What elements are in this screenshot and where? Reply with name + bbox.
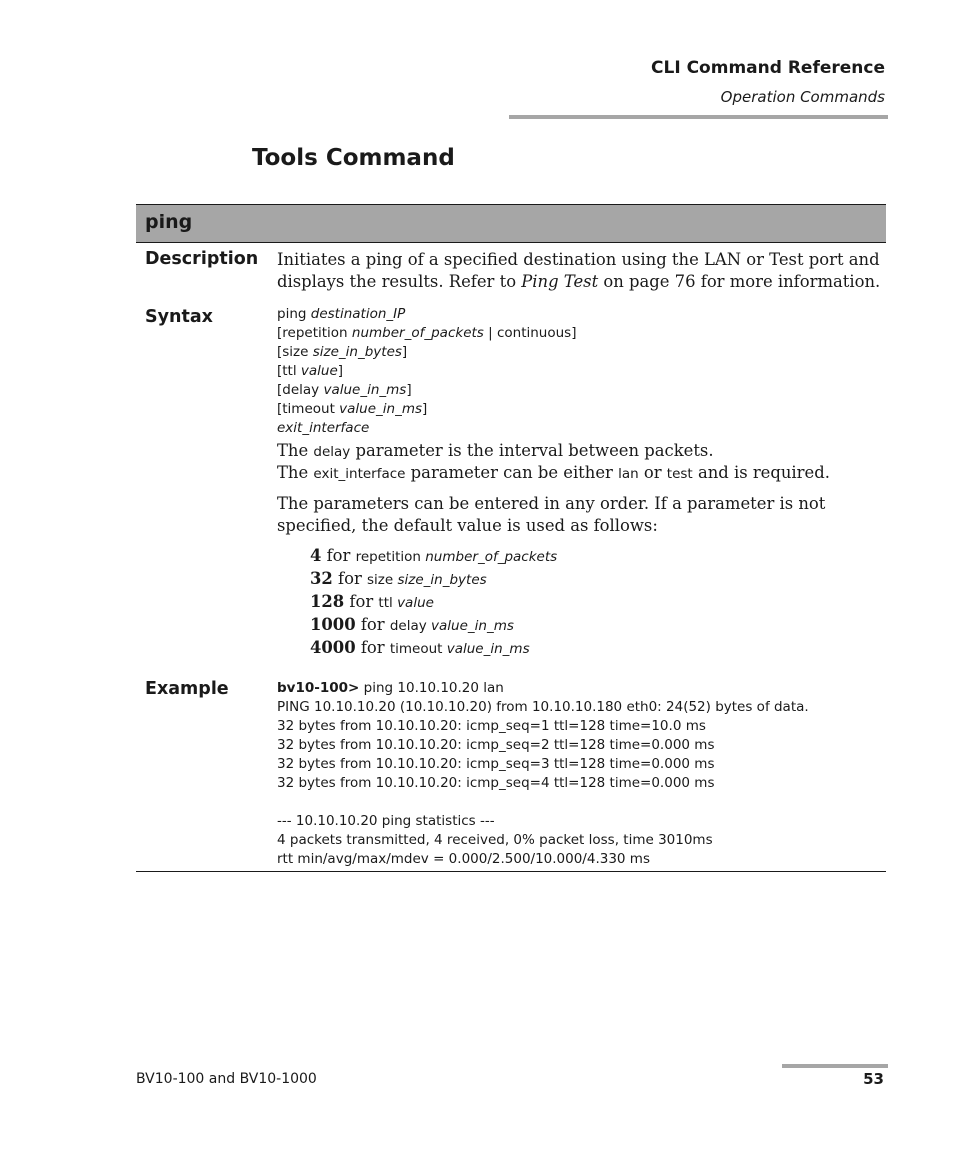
default-param: ttl xyxy=(378,595,398,611)
example-blank-line xyxy=(277,793,809,812)
example-output-line: rtt min/avg/max/mdev = 0.000/2.500/10.000/4.330 ms xyxy=(277,851,650,867)
syntax-argument: value_in_ms xyxy=(323,382,407,398)
example-command-line xyxy=(277,679,809,698)
description-text xyxy=(277,249,887,293)
command-name-bar xyxy=(136,204,886,243)
syntax-keyword: [size xyxy=(277,344,313,360)
syntax-suffix: | continuous] xyxy=(483,325,577,341)
syntax-suffix: ] xyxy=(337,363,344,379)
default-for: for xyxy=(332,569,368,588)
syntax-label: Syntax xyxy=(145,307,213,327)
default-for: for xyxy=(344,592,379,611)
syntax-keyword: [repetition xyxy=(277,325,352,341)
ping-test-reference[interactable]: Ping Test xyxy=(521,272,599,291)
default-value: 128 xyxy=(310,592,345,611)
example-output-line: --- 10.10.10.20 ping statistics --- xyxy=(277,813,495,829)
header-rule xyxy=(509,115,888,119)
example-block xyxy=(277,679,809,869)
example-output-line: 32 bytes from 10.10.10.20: icmp_seq=3 ttl=128 time=0.000 ms xyxy=(277,756,715,772)
default-for: for xyxy=(355,638,390,657)
default-arg: value xyxy=(397,595,434,611)
note-text: parameter can be either xyxy=(405,463,619,482)
note-text: The xyxy=(277,441,314,460)
syntax-line xyxy=(277,305,576,324)
command-name: ping xyxy=(145,211,193,233)
example-label: Example xyxy=(145,679,229,699)
description-label: Description xyxy=(145,249,259,269)
default-value: 4 xyxy=(310,546,322,565)
default-arg: number_of_packets xyxy=(425,549,558,565)
syntax-argument: size_in_bytes xyxy=(312,344,402,360)
example-output-line: 32 bytes from 10.10.10.20: icmp_seq=4 ttl=128 time=0.000 ms xyxy=(277,775,715,791)
default-param: timeout xyxy=(389,641,447,657)
exit-interface-note xyxy=(277,462,830,485)
command-table xyxy=(136,204,886,872)
syntax-line xyxy=(277,362,576,381)
syntax-line xyxy=(277,343,576,362)
syntax-keyword: [timeout xyxy=(277,401,340,417)
default-item xyxy=(310,546,557,565)
example-output-line: 32 bytes from 10.10.10.20: icmp_seq=1 ttl=128 time=10.0 ms xyxy=(277,718,706,734)
default-arg: value_in_ms xyxy=(431,618,514,634)
defaults-intro: The parameters can be entered in any order. If a parameter is not specified, the default value is used as follows: xyxy=(277,494,826,535)
table-bottom-rule xyxy=(136,871,886,872)
note-text: parameter is the interval between packets. xyxy=(350,441,714,460)
default-item xyxy=(310,615,514,634)
syntax-suffix: ] xyxy=(422,401,428,417)
note-keyword: test xyxy=(666,466,693,482)
running-header-title: CLI Command Reference xyxy=(651,58,885,78)
syntax-suffix: ] xyxy=(401,344,408,360)
cli-prompt: bv10-100> xyxy=(277,680,360,696)
syntax-argument: value xyxy=(300,363,338,379)
syntax-keyword: ping xyxy=(277,306,311,322)
example-output-line: PING 10.10.10.20 (10.10.10.20) from 10.10.10.180 eth0: 24(52) bytes of data. xyxy=(277,699,809,715)
footer-product: BV10-100 and BV10-1000 xyxy=(136,1071,317,1087)
default-value: 1000 xyxy=(310,615,356,634)
syntax-line xyxy=(277,400,576,419)
syntax-suffix: ] xyxy=(406,382,412,398)
default-param: delay xyxy=(389,618,432,634)
syntax-argument: exit_interface xyxy=(277,420,370,436)
example-output-line: 32 bytes from 10.10.10.20: icmp_seq=2 ttl=128 time=0.000 ms xyxy=(277,737,715,753)
default-for: for xyxy=(355,615,390,634)
footer-rule xyxy=(782,1064,888,1068)
default-arg: size_in_bytes xyxy=(397,572,487,588)
syntax-keyword: [delay xyxy=(277,382,324,398)
cli-command: ping 10.10.10.20 lan xyxy=(359,680,504,696)
default-item xyxy=(310,569,487,588)
syntax-line xyxy=(277,381,576,400)
running-header-subtitle: Operation Commands xyxy=(720,88,885,106)
default-value: 4000 xyxy=(310,638,356,657)
syntax-line xyxy=(277,419,576,438)
default-value: 32 xyxy=(310,569,333,588)
default-arg: value_in_ms xyxy=(446,641,530,657)
description-row xyxy=(136,243,886,303)
example-row xyxy=(136,677,886,872)
default-param: size xyxy=(367,572,398,588)
syntax-block xyxy=(277,305,576,438)
example-output-line: 4 packets transmitted, 4 received, 0% packet loss, time 3010ms xyxy=(277,832,713,848)
delay-note xyxy=(277,440,714,463)
syntax-line xyxy=(277,324,576,343)
description-part1: Initiates a ping of a specified destination using the LAN or Test port and displays the results. Refer to xyxy=(277,250,880,291)
syntax-argument: number_of_packets xyxy=(351,325,484,341)
note-text: and is required. xyxy=(692,463,830,482)
default-item xyxy=(310,638,530,657)
note-keyword: exit_interface xyxy=(313,466,406,482)
default-for: for xyxy=(321,546,356,565)
note-keyword: lan xyxy=(618,466,639,482)
description-part2: on page 76 for more information. xyxy=(598,272,881,291)
note-text: or xyxy=(638,463,667,482)
syntax-argument: destination_IP xyxy=(310,306,406,322)
default-param: repetition xyxy=(355,549,426,565)
default-item xyxy=(310,592,434,611)
section-title: Tools Command xyxy=(252,145,455,171)
note-keyword: delay xyxy=(313,444,351,460)
syntax-keyword: [ttl xyxy=(277,363,301,379)
page-number: 53 xyxy=(863,1070,884,1088)
syntax-argument: value_in_ms xyxy=(339,401,423,417)
note-text: The xyxy=(277,463,314,482)
syntax-row xyxy=(136,303,886,677)
